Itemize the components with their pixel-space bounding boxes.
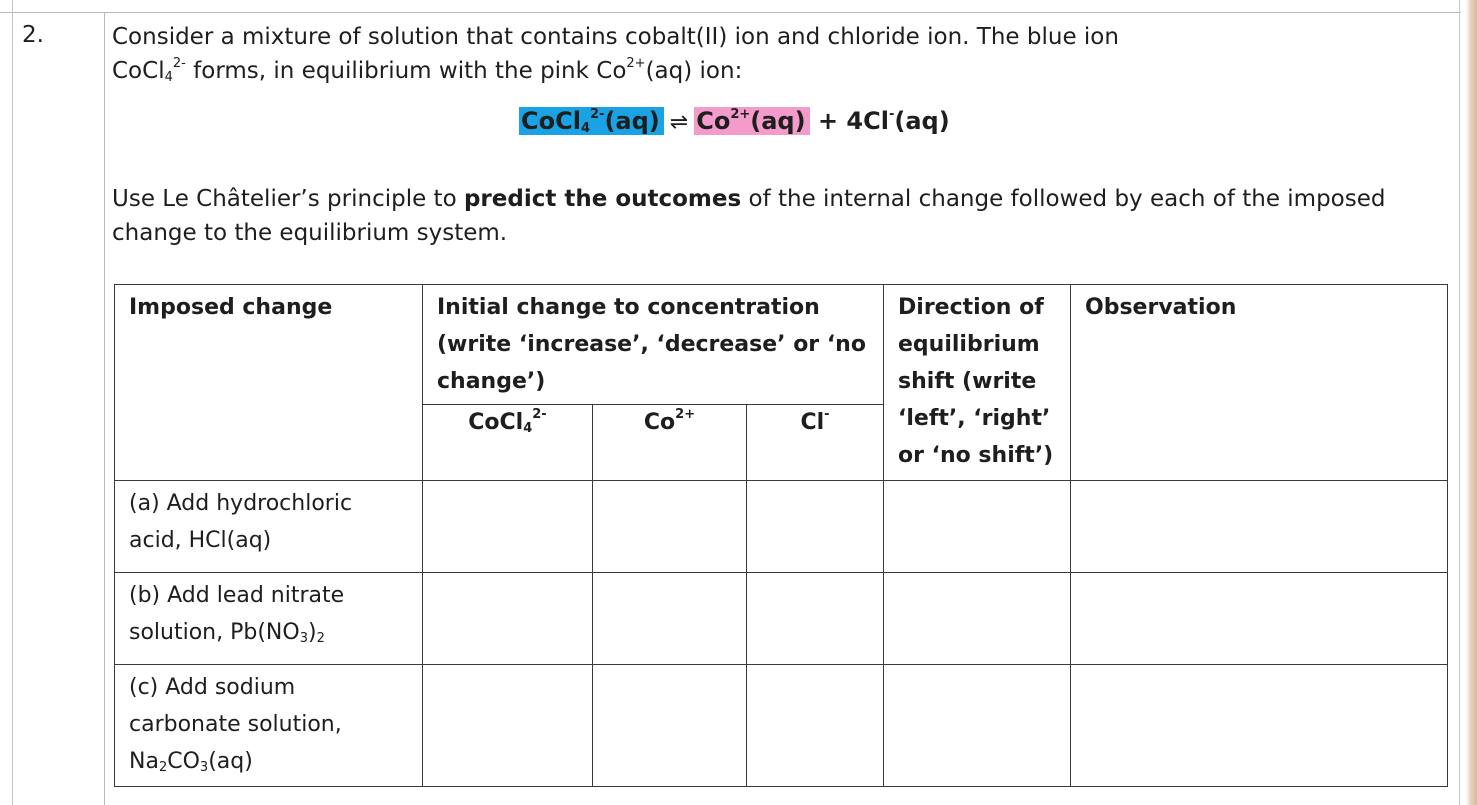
row-a-label: (a) Add hydrochloric acid, HCl(aq): [115, 480, 423, 572]
row-b-cocl4-cell[interactable]: [423, 572, 593, 664]
reactant-highlight: [519, 107, 664, 135]
row-a-observation-cell[interactable]: [1071, 480, 1448, 572]
subheader-cl-base: Cl: [800, 410, 825, 435]
product1-highlight: [694, 107, 809, 135]
row-a-cocl4-cell[interactable]: [423, 480, 593, 572]
intro-co-charge: 2+: [626, 56, 646, 71]
header-initial-change: Initial change to concentration (write ‘increase’, ‘decrease’ or ‘no change’): [423, 285, 884, 405]
row-b-co-cell[interactable]: [593, 572, 747, 664]
subheader-cocl4-sub: 4: [523, 421, 533, 436]
question-number: 2.: [22, 22, 44, 48]
intro-text-3: (aq) ion:: [645, 58, 743, 84]
instruction-before: Use Le Châtelier’s principle to: [112, 186, 464, 212]
equilibrium-equation: [519, 101, 950, 143]
subheader-co-charge: 2+: [675, 407, 696, 422]
product2-base: + 4Cl: [817, 107, 889, 135]
row-c-co-cell[interactable]: [593, 664, 747, 786]
row-b-sub: 3: [299, 630, 308, 646]
row-c-mid: CO: [167, 748, 200, 774]
subheader-cocl4-base: CoCl: [468, 410, 524, 435]
page-right-rule: [1459, 0, 1460, 805]
row-c-cl-cell[interactable]: [747, 664, 884, 786]
equilibrium-arrow: ⇌: [669, 110, 689, 135]
row-c-sub2: 3: [199, 759, 209, 775]
subheader-cocl4: [423, 405, 593, 481]
intro-co-base: Co: [596, 58, 627, 84]
row-c-direction-cell[interactable]: [884, 664, 1071, 786]
row-b-observation-cell[interactable]: [1071, 572, 1448, 664]
table-row: [115, 480, 1448, 572]
subheader-cocl4-charge: 2-: [532, 407, 547, 422]
reactant-state: (aq): [604, 107, 660, 135]
question-column-divider: [104, 12, 105, 805]
answer-table: [114, 284, 1448, 787]
subheader-cl-charge: -: [824, 407, 830, 422]
intro-text-1: Consider a mixture of solution that contains cobalt(II) ion and chloride ion. The blue ion: [112, 24, 1119, 50]
row-a-direction-cell[interactable]: [884, 480, 1071, 572]
row-c-observation-cell[interactable]: [1071, 664, 1448, 786]
instruction-after: of the internal change followed by each of the imposed change to the equilibrium system.: [112, 186, 1386, 246]
row-b-text: (b) Add lead nitrate solution, Pb(NO: [129, 582, 345, 645]
row-c-end: (aq): [208, 748, 253, 774]
product2-charge: -: [888, 107, 895, 122]
page-edge-shadow: [1466, 0, 1477, 805]
header-row-1: [115, 285, 1448, 405]
reactant-charge: 2-: [590, 107, 605, 122]
table-row: [115, 664, 1448, 786]
row-a-cl-cell[interactable]: [747, 480, 884, 572]
instruction-bold: predict the outcomes: [463, 186, 742, 212]
page-left-rule: [12, 0, 13, 805]
row-b-close: ): [307, 619, 317, 645]
instruction-text: [112, 182, 1442, 250]
reactant-sub: 4: [580, 121, 590, 136]
subheader-co: [593, 405, 747, 481]
row-b-direction-cell[interactable]: [884, 572, 1071, 664]
row-b-label: [115, 572, 423, 664]
product1-charge: 2+: [730, 107, 751, 122]
row-b-sub2: 2: [316, 630, 325, 646]
product1-base: Co: [696, 107, 731, 135]
intro-ion-base: CoCl: [112, 58, 165, 84]
product1-state: (aq): [750, 107, 806, 135]
table-row: [115, 572, 1448, 664]
subheader-co-base: Co: [643, 410, 676, 435]
reactant-base: CoCl: [521, 107, 581, 135]
row-b-cl-cell[interactable]: [747, 572, 884, 664]
row-c-sub: 2: [158, 759, 168, 775]
intro-ion-sub: 4: [164, 70, 173, 85]
question-intro: [112, 20, 1442, 88]
row-a-co-cell[interactable]: [593, 480, 747, 572]
intro-ion-charge: 2-: [172, 56, 186, 71]
subheader-cl: [747, 405, 884, 481]
page-top-rule: [0, 12, 1461, 13]
header-observation: Observation: [1071, 285, 1448, 481]
row-c-text: (c) Add sodium carbonate solution, Na: [129, 674, 342, 774]
row-c-label: [115, 664, 423, 786]
header-imposed-change: Imposed change: [115, 285, 423, 481]
intro-text-2: forms, in equilibrium with the pink: [185, 58, 597, 84]
product2-state: (aq): [894, 107, 950, 135]
row-c-cocl4-cell[interactable]: [423, 664, 593, 786]
header-direction: Direction of equilibrium shift (write ‘left’, ‘right’ or ‘no shift’): [884, 285, 1071, 481]
